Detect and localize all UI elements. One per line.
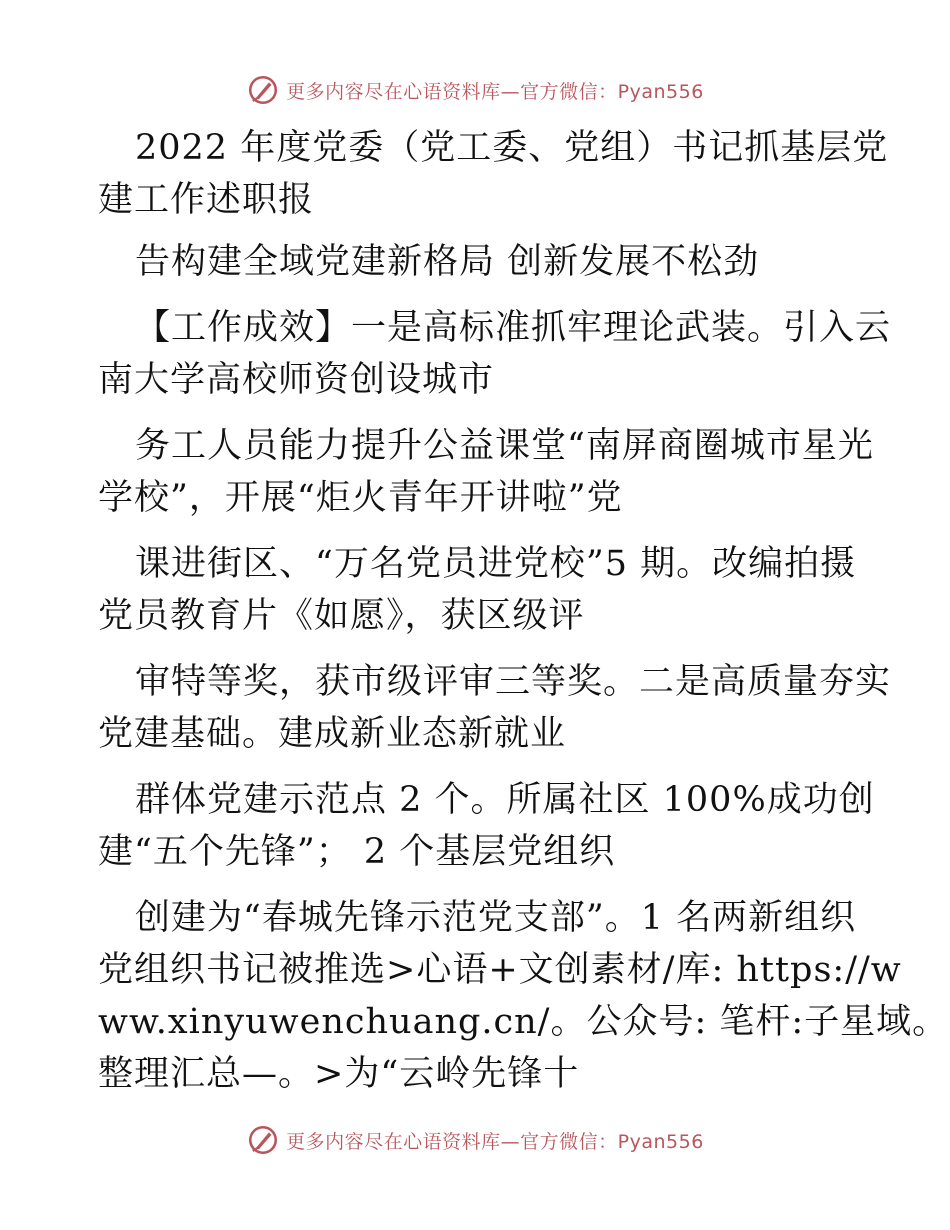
paragraph-line: 课进街区、“万名党员进党校”5 期。改编拍摄	[135, 544, 857, 584]
paragraph-line: 群体党建示范点 2 个。所属社区 100%成功创	[135, 780, 875, 820]
paragraph-line: 审特等奖，获市级评审三等奖。二是高质量夯实	[135, 662, 892, 702]
paragraph-line: 创建为“春城先锋示范党支部”。1 名两新组织	[135, 898, 857, 938]
footer-watermark	[0, 1120, 950, 1160]
paragraph-line: 务工人员能力提升公益课堂“南屏商圈城市星光	[135, 426, 874, 466]
paragraph-line: 南大学高校师资创设城市	[98, 360, 495, 400]
paragraph-line: 建“五个先锋”； 2 个基层党组织	[98, 832, 616, 872]
paragraph-line: 整理汇总—。>为“云岭先锋十	[98, 1054, 580, 1094]
paragraph-line: 党建基础。建成新业态新就业	[98, 714, 567, 754]
quill-logo-icon	[246, 1123, 280, 1157]
document-body	[98, 122, 949, 1100]
footer-watermark-text: 更多内容尽在心语资料库—官方微信：Pyan556	[286, 1130, 704, 1153]
paragraph-line: 【工作成效】一是高标准抓牢理论武装。引入云	[135, 308, 892, 348]
paragraph-line: 党员教育片《如愿》，获区级评	[98, 596, 585, 636]
paragraph-line: 党组织书记被推选>心语+文创素材/库: https://w	[98, 950, 902, 990]
title-line-1: 2022 年度党委（党工委、党组）书记抓基层党	[135, 128, 889, 168]
quill-logo-icon	[246, 73, 280, 107]
paragraph-line: 学校”，开展“炬火青年开讲啦”党	[98, 478, 623, 518]
title-line-2: 建工作述职报	[98, 180, 315, 220]
paragraph-line: ww.xinyuwenchuang.cn/。公众号: 笔杆:子星域。	[98, 1002, 949, 1042]
paragraph-line: 告构建全域党建新格局 创新发展不松劲	[135, 242, 760, 282]
header-watermark	[0, 70, 950, 110]
header-watermark-text: 更多内容尽在心语资料库—官方微信：Pyan556	[286, 80, 704, 103]
